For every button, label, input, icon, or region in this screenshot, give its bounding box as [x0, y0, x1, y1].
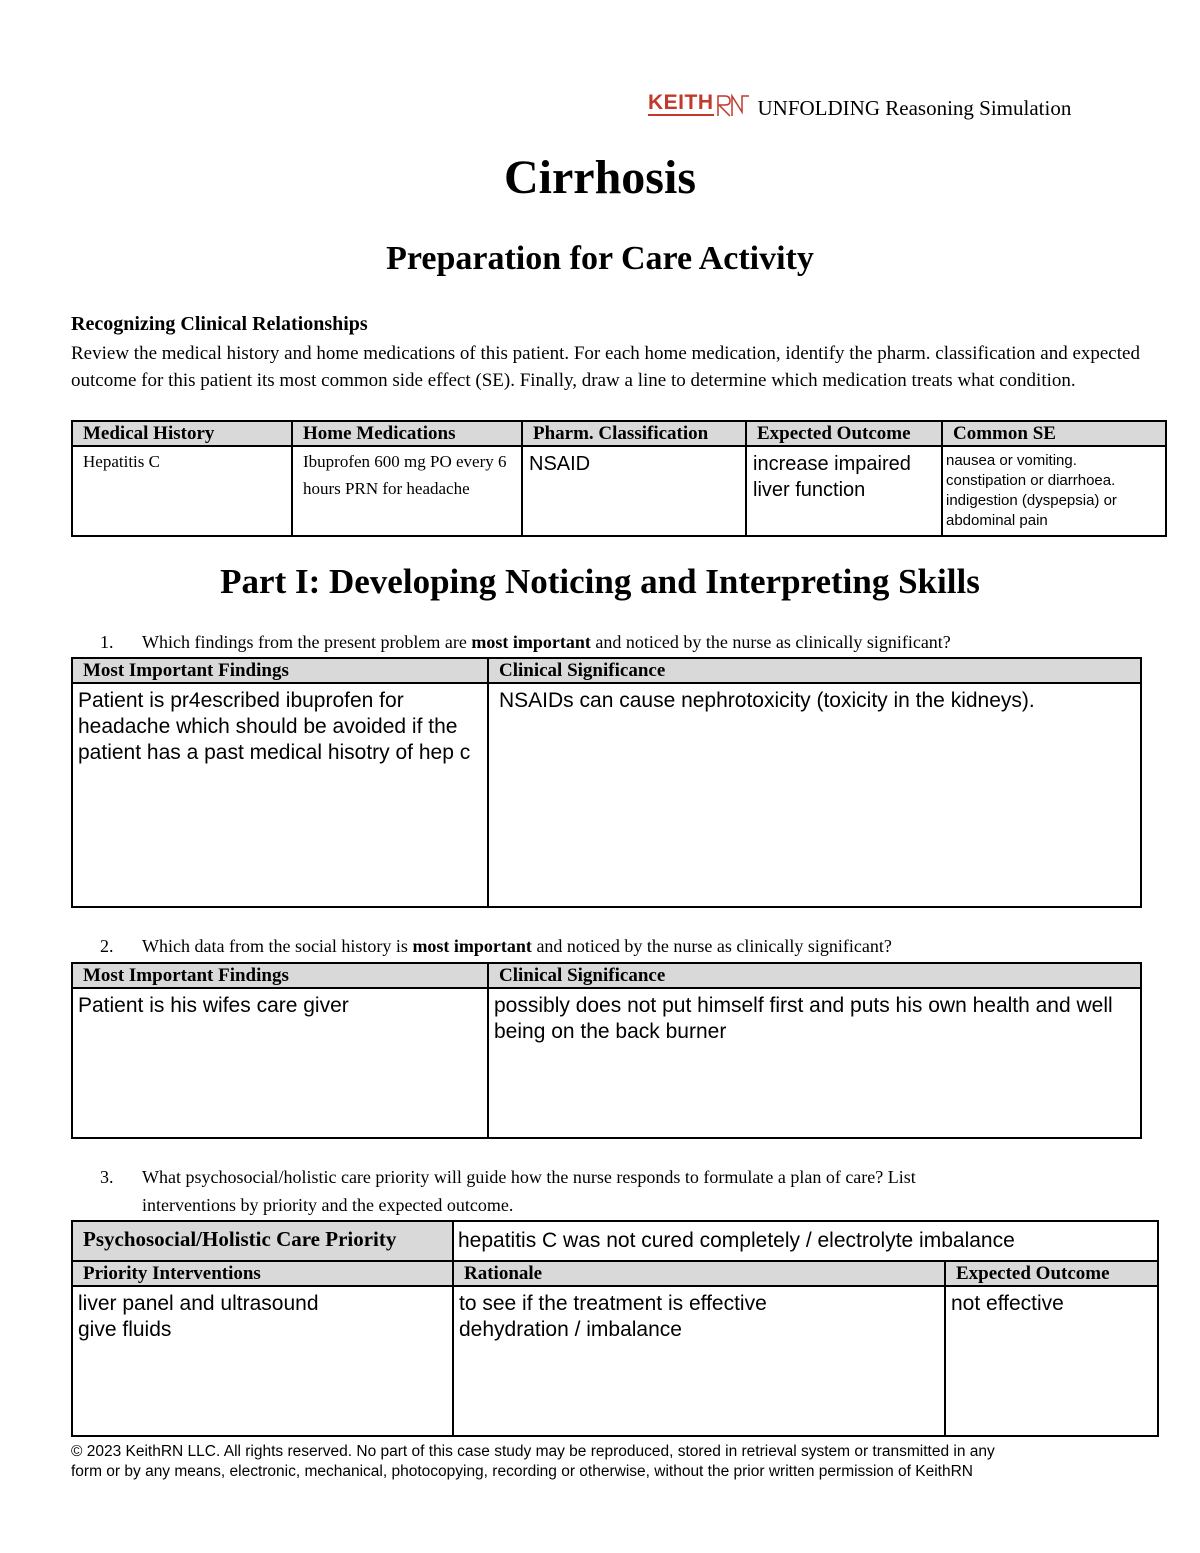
priority-label: Psychosocial/Holistic Care Priority	[72, 1221, 453, 1261]
significance-cell[interactable]: NSAIDs can cause nephrotoxicity (toxicity in the kidneys).	[488, 683, 1141, 907]
table-row	[72, 446, 1166, 536]
column-header: Expected Outcome	[945, 1261, 1158, 1286]
intervention-item: give fluids	[78, 1318, 172, 1341]
finding-cell[interactable]: Patient is pr4escribed ibuprofen for headache which should be avoided if the patient has a past medical hisotry of hep c	[72, 683, 488, 907]
table-row	[72, 683, 1141, 907]
question-2	[100, 932, 1160, 960]
keithrn-logo-icon	[716, 92, 750, 118]
table-header-row	[72, 963, 1141, 988]
interventions-cell[interactable]	[72, 1286, 453, 1436]
expected-outcome-cell[interactable]: not effective	[945, 1286, 1158, 1436]
rationale-cell[interactable]	[453, 1286, 945, 1436]
common-se-line: abdominal pain	[946, 512, 1048, 529]
question-text: What psychosocial/holistic care priority will guide how the nurse responds to formulate a plan of care? List	[142, 1167, 916, 1187]
footer-line: form or by any means, electronic, mechanical, photocopying, recording or otherwise, without the prior written permission of KeithRN	[71, 1463, 973, 1480]
footer-line: © 2023 KeithRN LLC. All rights reserved. No part of this case study may be reproduced, stored in retrieval system or transmitted in any	[71, 1443, 995, 1460]
question-emphasis: most important	[412, 936, 532, 956]
part-title: Part I: Developing Noticing and Interpreting Skills	[220, 562, 980, 601]
priority-value-cell[interactable]: hepatitis C was not cured completely / electrolyte imbalance	[453, 1221, 1158, 1261]
question-3	[100, 1163, 1160, 1219]
table-row	[72, 1286, 1158, 1436]
column-header: Rationale	[453, 1261, 945, 1286]
medication-table	[71, 420, 1167, 537]
page-title: Cirrhosis	[504, 151, 696, 204]
question-text: Which data from the social history is	[142, 936, 413, 956]
medical-history-cell[interactable]: Hepatitis C	[72, 446, 292, 536]
finding-cell[interactable]: Patient is his wifes care giver	[72, 988, 488, 1138]
section-heading: Recognizing Clinical Relationships	[71, 313, 368, 335]
brand-logo-text: KEITH	[648, 91, 714, 114]
copyright-footer	[71, 1442, 1151, 1482]
column-header: Expected Outcome	[746, 421, 942, 446]
question-number: 1.	[100, 632, 114, 652]
column-header: Medical History	[72, 421, 292, 446]
column-header: Common SE	[942, 421, 1166, 446]
common-se-line: constipation or diarrhoea.	[946, 472, 1116, 489]
question-text: and noticed by the nurse as clinically significant?	[590, 632, 951, 652]
priority-row	[72, 1221, 1158, 1261]
column-header: Pharm. Classification	[522, 421, 746, 446]
question-text: and noticed by the nurse as clinically significant?	[531, 936, 892, 956]
page-subtitle: Preparation for Care Activity	[386, 240, 814, 277]
column-header: Clinical Significance	[488, 963, 1141, 988]
pharm-classification-cell[interactable]: NSAID	[522, 446, 746, 536]
common-se-line: indigestion (dyspepsia) or	[946, 492, 1117, 509]
question-emphasis: most important	[471, 632, 591, 652]
rationale-item: dehydration / imbalance	[459, 1318, 682, 1341]
intervention-item: liver panel and ultrasound	[78, 1292, 319, 1315]
table-header-row	[72, 1261, 1158, 1286]
column-header: Clinical Significance	[488, 658, 1141, 683]
findings-table-1	[71, 657, 1142, 908]
rationale-item: to see if the treatment is effective	[459, 1292, 767, 1315]
question-1	[100, 628, 1160, 656]
expected-outcome-cell[interactable]: increase impaired liver function	[746, 446, 942, 536]
question-text: Which findings from the present problem are	[142, 632, 472, 652]
question-text: interventions by priority and the expected outcome.	[142, 1195, 514, 1215]
table-header-row	[72, 658, 1141, 683]
simulation-label: UNFOLDING Reasoning Simulation	[757, 96, 1072, 120]
instructions-text: Review the medical history and home medications of this patient. For each home medication, identify the pharm. classification and expected outcome for this patient its most common side effect (SE). Finally, draw a line to determine which medication treats what condition.	[71, 343, 1140, 391]
findings-table-2	[71, 962, 1142, 1139]
table-header-row	[72, 421, 1166, 446]
table-row	[72, 988, 1141, 1138]
question-number: 2.	[100, 936, 114, 956]
common-se-cell[interactable]	[942, 446, 1166, 536]
column-header: Most Important Findings	[72, 963, 488, 988]
column-header: Priority Interventions	[72, 1261, 453, 1286]
column-header: Home Medications	[292, 421, 522, 446]
care-priority-table	[71, 1220, 1159, 1437]
document-header	[648, 76, 1072, 120]
common-se-line: nausea or vomiting.	[946, 452, 1077, 469]
significance-cell[interactable]: possibly does not put himself first and puts his own health and well being on the back burner	[488, 988, 1141, 1138]
home-medications-cell[interactable]: Ibuprofen 600 mg PO every 6 hours PRN for headache	[292, 446, 522, 536]
column-header: Most Important Findings	[72, 658, 488, 683]
question-number: 3.	[100, 1167, 114, 1187]
